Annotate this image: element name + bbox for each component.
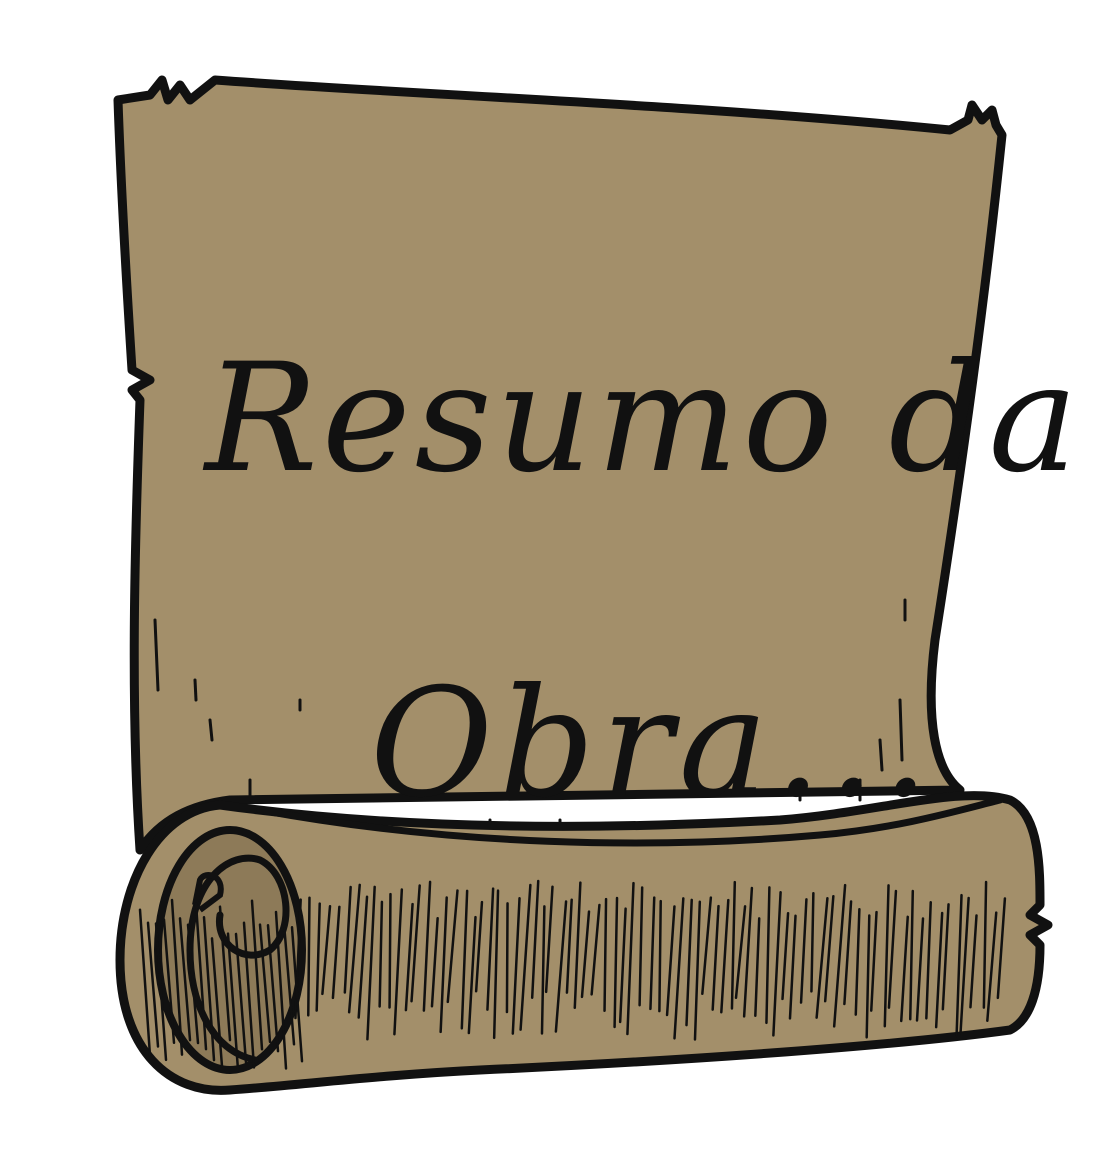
hatch-stroke <box>390 894 391 1007</box>
hatch-stroke <box>507 903 508 1012</box>
hatch-stroke <box>605 899 607 1011</box>
scroll-title-line-1: Resumo da <box>205 332 1082 506</box>
hatch-stroke <box>659 901 660 1011</box>
scroll-title-line-2: Obra... <box>370 657 936 831</box>
hatch-stroke <box>308 898 309 1016</box>
